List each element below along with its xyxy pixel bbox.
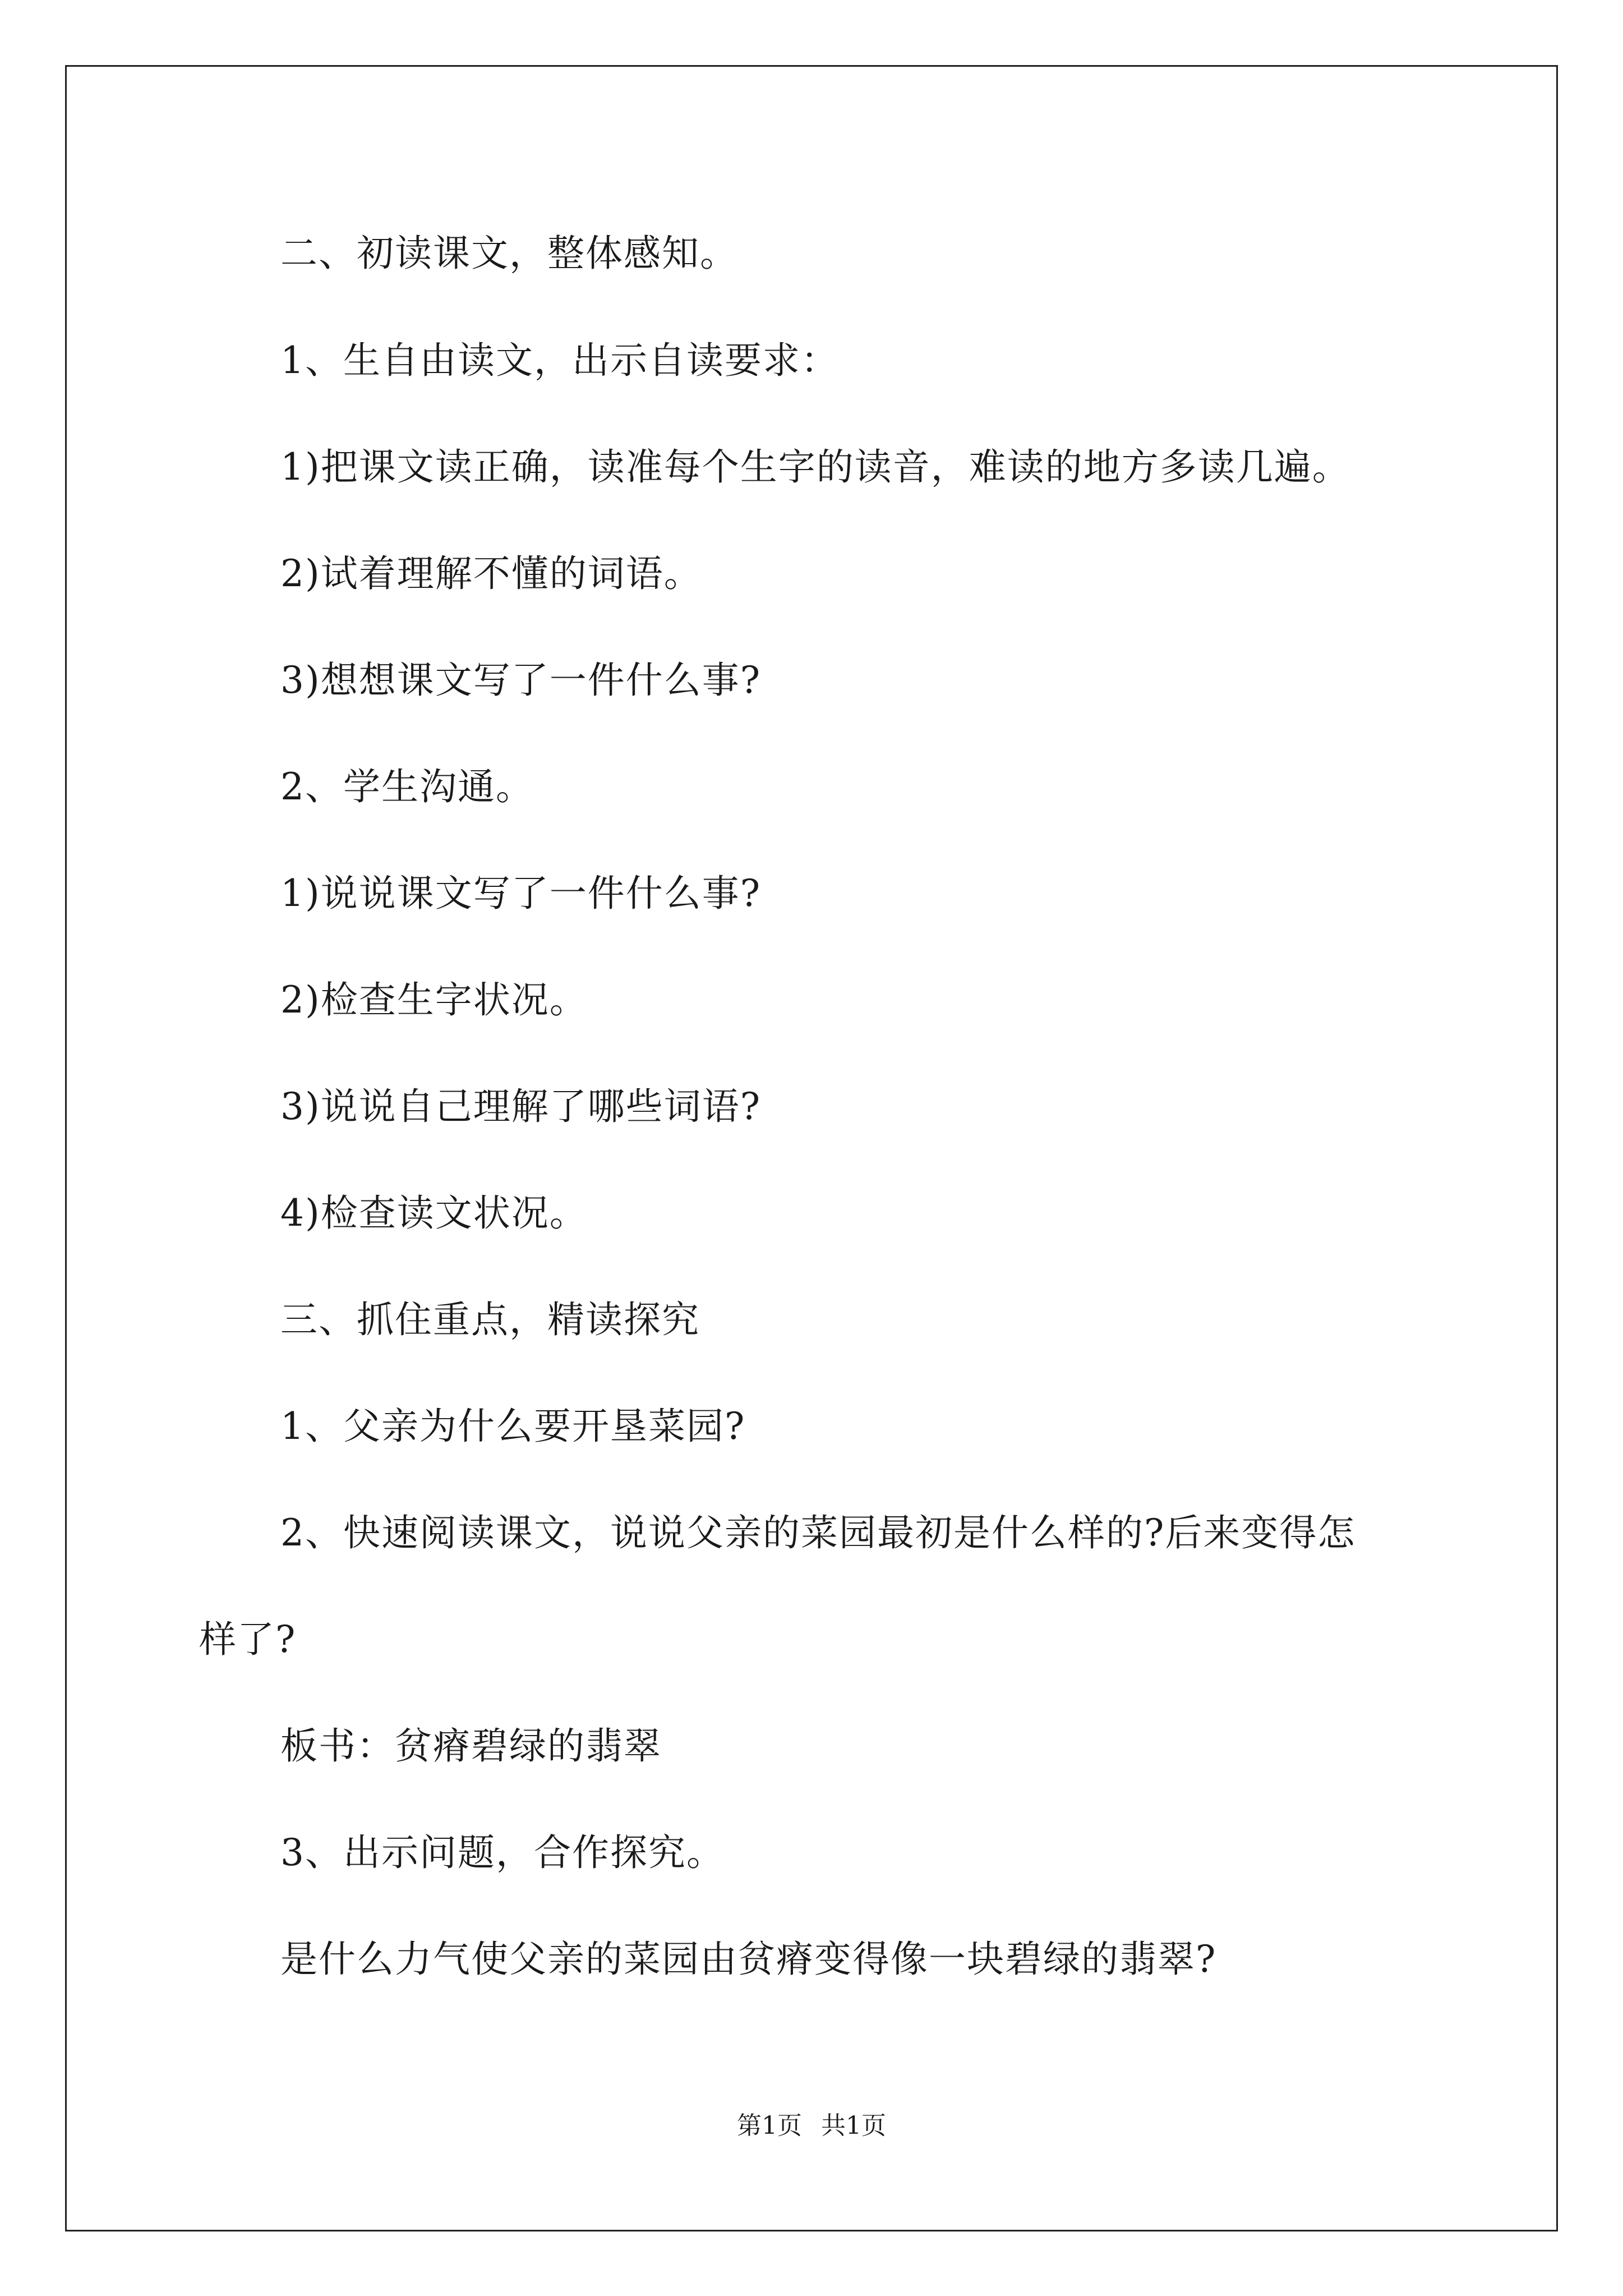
paragraph: 三、抓住重点，精读探究	[280, 1298, 700, 1341]
paragraph: 二、初读课文，整体感知。	[280, 232, 738, 275]
paragraph: 1)把课文读正确，读准每个生字的读音，难读的地方多读几遍。	[280, 445, 1350, 489]
paragraph: 2)试着理解不懂的词语。	[280, 552, 702, 595]
paragraph: 2、学生沟通。	[280, 765, 534, 808]
paragraph: 1)说说课文写了一件什么事?	[280, 872, 762, 915]
paragraph: 3、出示问题，合作探究。	[280, 1831, 725, 1874]
paragraph: 1、父亲为什么要开垦菜园?	[280, 1405, 746, 1448]
paragraph: 是什么力气使父亲的菜园由贫瘠变得像一块碧绿的翡翠?	[280, 1938, 1217, 1981]
paragraph: 3)说说自己理解了哪些词语?	[280, 1085, 762, 1128]
page-footer	[0, 2110, 1623, 2142]
paragraph: 2、快速阅读课文，说说父亲的菜园最初是什么样的?后来变得怎	[280, 1511, 1356, 1554]
paragraph: 板书：贫瘠碧绿的翡翠	[280, 1724, 662, 1768]
paragraph: 1、生自由读文，出示自读要求：	[280, 339, 839, 382]
paragraph: 4)检查读文状况。	[280, 1191, 588, 1235]
page-border	[65, 65, 1558, 2231]
paragraph: 样了?	[199, 1618, 297, 1661]
paragraph: 2)检查生字状况。	[280, 978, 588, 1022]
page-total: 共1页	[821, 2111, 886, 2140]
paragraph: 3)想想课文写了一件什么事?	[280, 659, 762, 702]
page-number: 第1页	[737, 2111, 802, 2140]
